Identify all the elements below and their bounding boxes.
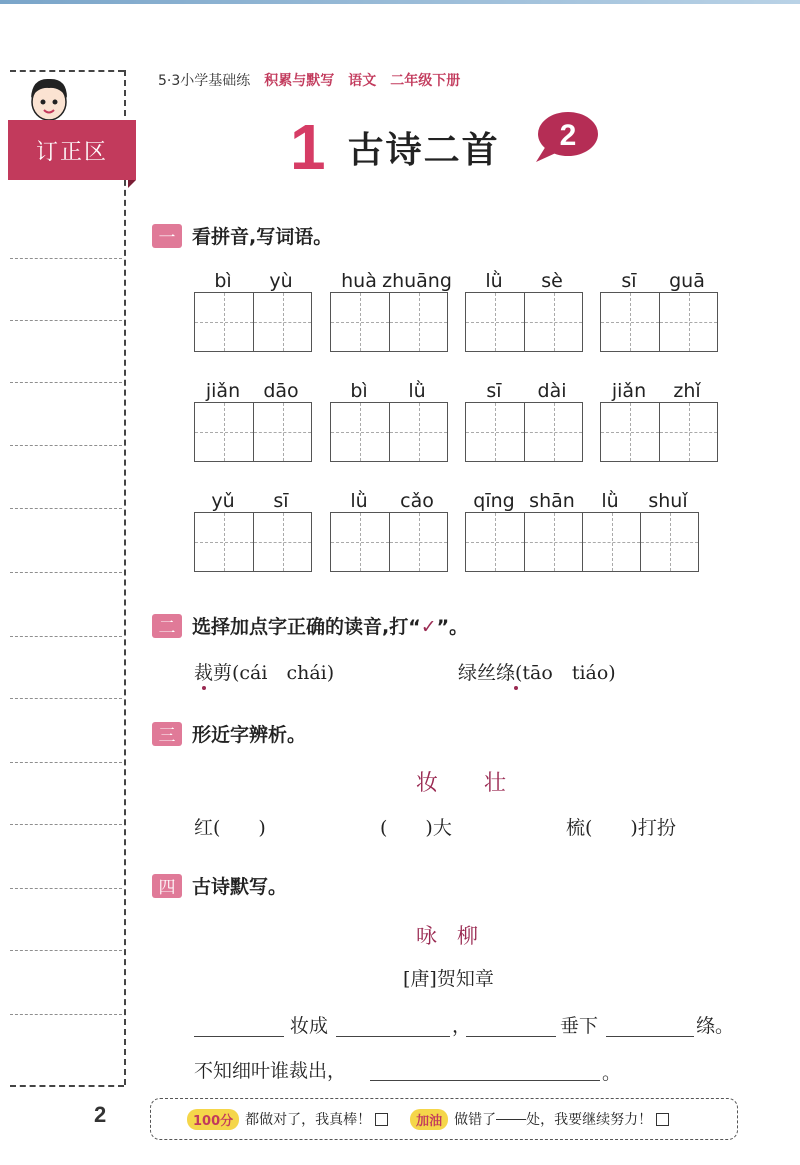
section-4-title: 古诗默写。 bbox=[192, 876, 288, 898]
writing-cell[interactable] bbox=[195, 293, 253, 351]
writing-cell[interactable] bbox=[524, 293, 582, 351]
writing-box[interactable] bbox=[465, 292, 583, 352]
poem-line-2: 不知细叶谁裁出， bbox=[194, 1060, 347, 1082]
pronunciation-item-1: 裁剪(cái chái) bbox=[194, 662, 335, 684]
fill-blank-2: ( )大 bbox=[380, 817, 452, 839]
header-tag-accumulate: 积累与默写 bbox=[264, 73, 335, 89]
section-3-title: 形近字辨析。 bbox=[192, 724, 307, 746]
writing-box[interactable] bbox=[600, 402, 718, 462]
sidebar-ruled-line bbox=[10, 762, 122, 763]
writing-cell[interactable] bbox=[253, 513, 311, 571]
writing-cell[interactable] bbox=[466, 293, 524, 351]
pronunciation-item-2: 绿丝绦(tāo tiáo) bbox=[458, 662, 616, 684]
self-assessment-bar bbox=[150, 1098, 738, 1140]
pinyin-syllable: lǜ bbox=[408, 380, 426, 402]
emphasis-dot bbox=[202, 686, 206, 690]
answer-blank bbox=[466, 1036, 556, 1037]
pinyin-syllable: yǔ bbox=[211, 490, 235, 512]
writing-cell[interactable] bbox=[582, 513, 640, 571]
top-edge-bar bbox=[0, 0, 800, 4]
writing-cell[interactable] bbox=[601, 293, 659, 351]
header-tag-grade: 二年级下册 bbox=[390, 73, 461, 89]
answer-blank bbox=[370, 1080, 600, 1081]
page-number: 2 bbox=[94, 1102, 107, 1127]
writing-cell[interactable] bbox=[524, 513, 582, 571]
checkmark-icon: ✓ bbox=[420, 616, 437, 638]
writing-cell[interactable] bbox=[331, 513, 389, 571]
sidebar-ruled-line bbox=[10, 636, 122, 637]
pinyin-syllable: zhuāng bbox=[382, 270, 452, 292]
section-3-heading bbox=[152, 720, 306, 747]
section-2-title bbox=[192, 612, 468, 639]
sidebar-ruled-line bbox=[10, 950, 122, 951]
section-4-badge: 四 bbox=[152, 874, 182, 898]
writing-cell[interactable] bbox=[659, 403, 717, 461]
writing-cell[interactable] bbox=[331, 293, 389, 351]
sidebar-ruled-line bbox=[10, 824, 122, 825]
similar-char-1: 妆 bbox=[416, 771, 439, 796]
pinyin-syllable: yù bbox=[269, 270, 293, 292]
pinyin-syllable: zhǐ bbox=[673, 380, 701, 402]
pinyin-syllable: guā bbox=[669, 270, 705, 292]
writing-box[interactable] bbox=[330, 512, 448, 572]
sidebar-ruled-line bbox=[10, 698, 122, 699]
poem-line-2-end: 。 bbox=[602, 1062, 622, 1084]
fill-blank-3: 梳( )打扮 bbox=[566, 817, 676, 839]
sidebar-ruled-line bbox=[10, 445, 122, 446]
pinyin-syllable: huà bbox=[341, 270, 377, 292]
correction-zone-label bbox=[8, 120, 136, 180]
writing-cell[interactable] bbox=[640, 513, 698, 571]
correction-zone-text: 订正区 bbox=[35, 139, 108, 165]
sidebar-divider bbox=[124, 70, 126, 1085]
writing-cell[interactable] bbox=[195, 403, 253, 461]
pinyin-syllable: sī bbox=[273, 490, 289, 512]
pinyin-syllable: bì bbox=[350, 380, 368, 402]
pinyin-syllable: sè bbox=[541, 270, 563, 292]
pinyin-syllable: shān bbox=[529, 490, 575, 512]
pinyin-syllable: sī bbox=[621, 270, 637, 292]
lesson-heading bbox=[290, 112, 500, 182]
writing-cell[interactable] bbox=[466, 513, 524, 571]
pinyin-syllable: cǎo bbox=[400, 490, 434, 512]
poem-line-1-comma: ， bbox=[452, 1015, 472, 1037]
poem-author: [唐]贺知章 bbox=[403, 968, 494, 990]
writing-cell[interactable] bbox=[659, 293, 717, 351]
section-4-heading bbox=[152, 872, 287, 899]
mistakes-text-a: 做错了 bbox=[454, 1112, 497, 1128]
writing-box[interactable] bbox=[600, 292, 718, 352]
all-correct-checkbox[interactable] bbox=[375, 1113, 388, 1126]
writing-box[interactable] bbox=[194, 512, 312, 572]
writing-box[interactable] bbox=[194, 402, 312, 462]
keep-going-badge: 加油 bbox=[410, 1109, 448, 1130]
writing-cell[interactable] bbox=[389, 403, 447, 461]
sidebar-ruled-line bbox=[10, 572, 122, 573]
series-name: 5·3小学基础练 bbox=[158, 73, 251, 89]
poem-line-1-word-1: 妆成 bbox=[290, 1015, 329, 1037]
writing-box[interactable] bbox=[330, 292, 448, 352]
section-3-badge: 三 bbox=[152, 722, 182, 746]
sidebar-ruled-line bbox=[10, 258, 122, 259]
keep-trying-checkbox[interactable] bbox=[656, 1113, 669, 1126]
writing-cell[interactable] bbox=[389, 513, 447, 571]
poem-line-1-end: 绦。 bbox=[696, 1015, 735, 1037]
writing-cell[interactable] bbox=[195, 513, 253, 571]
pinyin-syllable: lǜ bbox=[350, 490, 368, 512]
writing-box[interactable] bbox=[330, 402, 448, 462]
section-1-heading bbox=[152, 222, 332, 249]
poem-title: 咏柳 bbox=[416, 924, 498, 948]
pinyin-syllable: shuǐ bbox=[648, 490, 688, 512]
pinyin-syllable: lǜ bbox=[485, 270, 503, 292]
pinyin-syllable: dài bbox=[537, 380, 567, 402]
page-header bbox=[158, 70, 460, 90]
writing-cell[interactable] bbox=[524, 403, 582, 461]
writing-cell[interactable] bbox=[331, 403, 389, 461]
header-tag-subject: 语文 bbox=[348, 73, 377, 89]
writing-cell[interactable] bbox=[253, 293, 311, 351]
section-2-heading bbox=[152, 612, 468, 639]
part-bubble-icon bbox=[530, 108, 600, 166]
sidebar-ruled-line bbox=[10, 320, 122, 321]
section-1-title: 看拼音,写词语。 bbox=[192, 226, 333, 248]
pinyin-syllable: lǜ bbox=[601, 490, 619, 512]
lesson-number: 1 bbox=[290, 111, 326, 183]
writing-cell[interactable] bbox=[389, 293, 447, 351]
lesson-title: 古诗二首 bbox=[347, 129, 500, 171]
writing-box[interactable] bbox=[194, 292, 312, 352]
pinyin-syllable: jiǎn bbox=[611, 380, 647, 402]
writing-cell[interactable] bbox=[253, 403, 311, 461]
pinyin-syllable: dāo bbox=[263, 380, 299, 402]
section-2-title-before: 选择加点字正确的读音,打“ bbox=[192, 616, 421, 638]
writing-box[interactable] bbox=[465, 512, 699, 572]
writing-cell[interactable] bbox=[601, 403, 659, 461]
emphasis-dot bbox=[514, 686, 518, 690]
writing-cell[interactable] bbox=[466, 403, 524, 461]
pinyin-syllable: qīng bbox=[473, 490, 515, 512]
similar-char-2: 壮 bbox=[484, 771, 507, 796]
sidebar-bottom-border bbox=[10, 1085, 124, 1087]
part-number: 2 bbox=[559, 119, 577, 152]
sidebar-ruled-line bbox=[10, 508, 122, 509]
answer-blank bbox=[194, 1036, 284, 1037]
writing-box[interactable] bbox=[465, 402, 583, 462]
section-2-title-after: ”。 bbox=[436, 616, 469, 638]
fill-blank-1: 红( ) bbox=[194, 817, 266, 839]
mistake-count-blank[interactable] bbox=[496, 1119, 526, 1120]
section-1-badge: 一 bbox=[152, 224, 182, 248]
sidebar-ruled-line bbox=[10, 888, 122, 889]
pinyin-syllable: bì bbox=[214, 270, 232, 292]
answer-blank bbox=[606, 1036, 694, 1037]
answer-blank bbox=[336, 1036, 450, 1037]
pinyin-syllable: sī bbox=[486, 380, 502, 402]
sidebar-ruled-line bbox=[10, 382, 122, 383]
full-score-badge: 100分 bbox=[187, 1109, 239, 1130]
sidebar-ruled-line bbox=[10, 1014, 122, 1015]
mistakes-text-b: 处，我要继续努力！ bbox=[526, 1112, 653, 1128]
poem-line-1-word-2: 垂下 bbox=[560, 1015, 599, 1037]
section-2-badge: 二 bbox=[152, 614, 182, 638]
all-correct-text: 都做对了，我真棒！ bbox=[245, 1112, 372, 1128]
pinyin-syllable: jiǎn bbox=[205, 380, 241, 402]
